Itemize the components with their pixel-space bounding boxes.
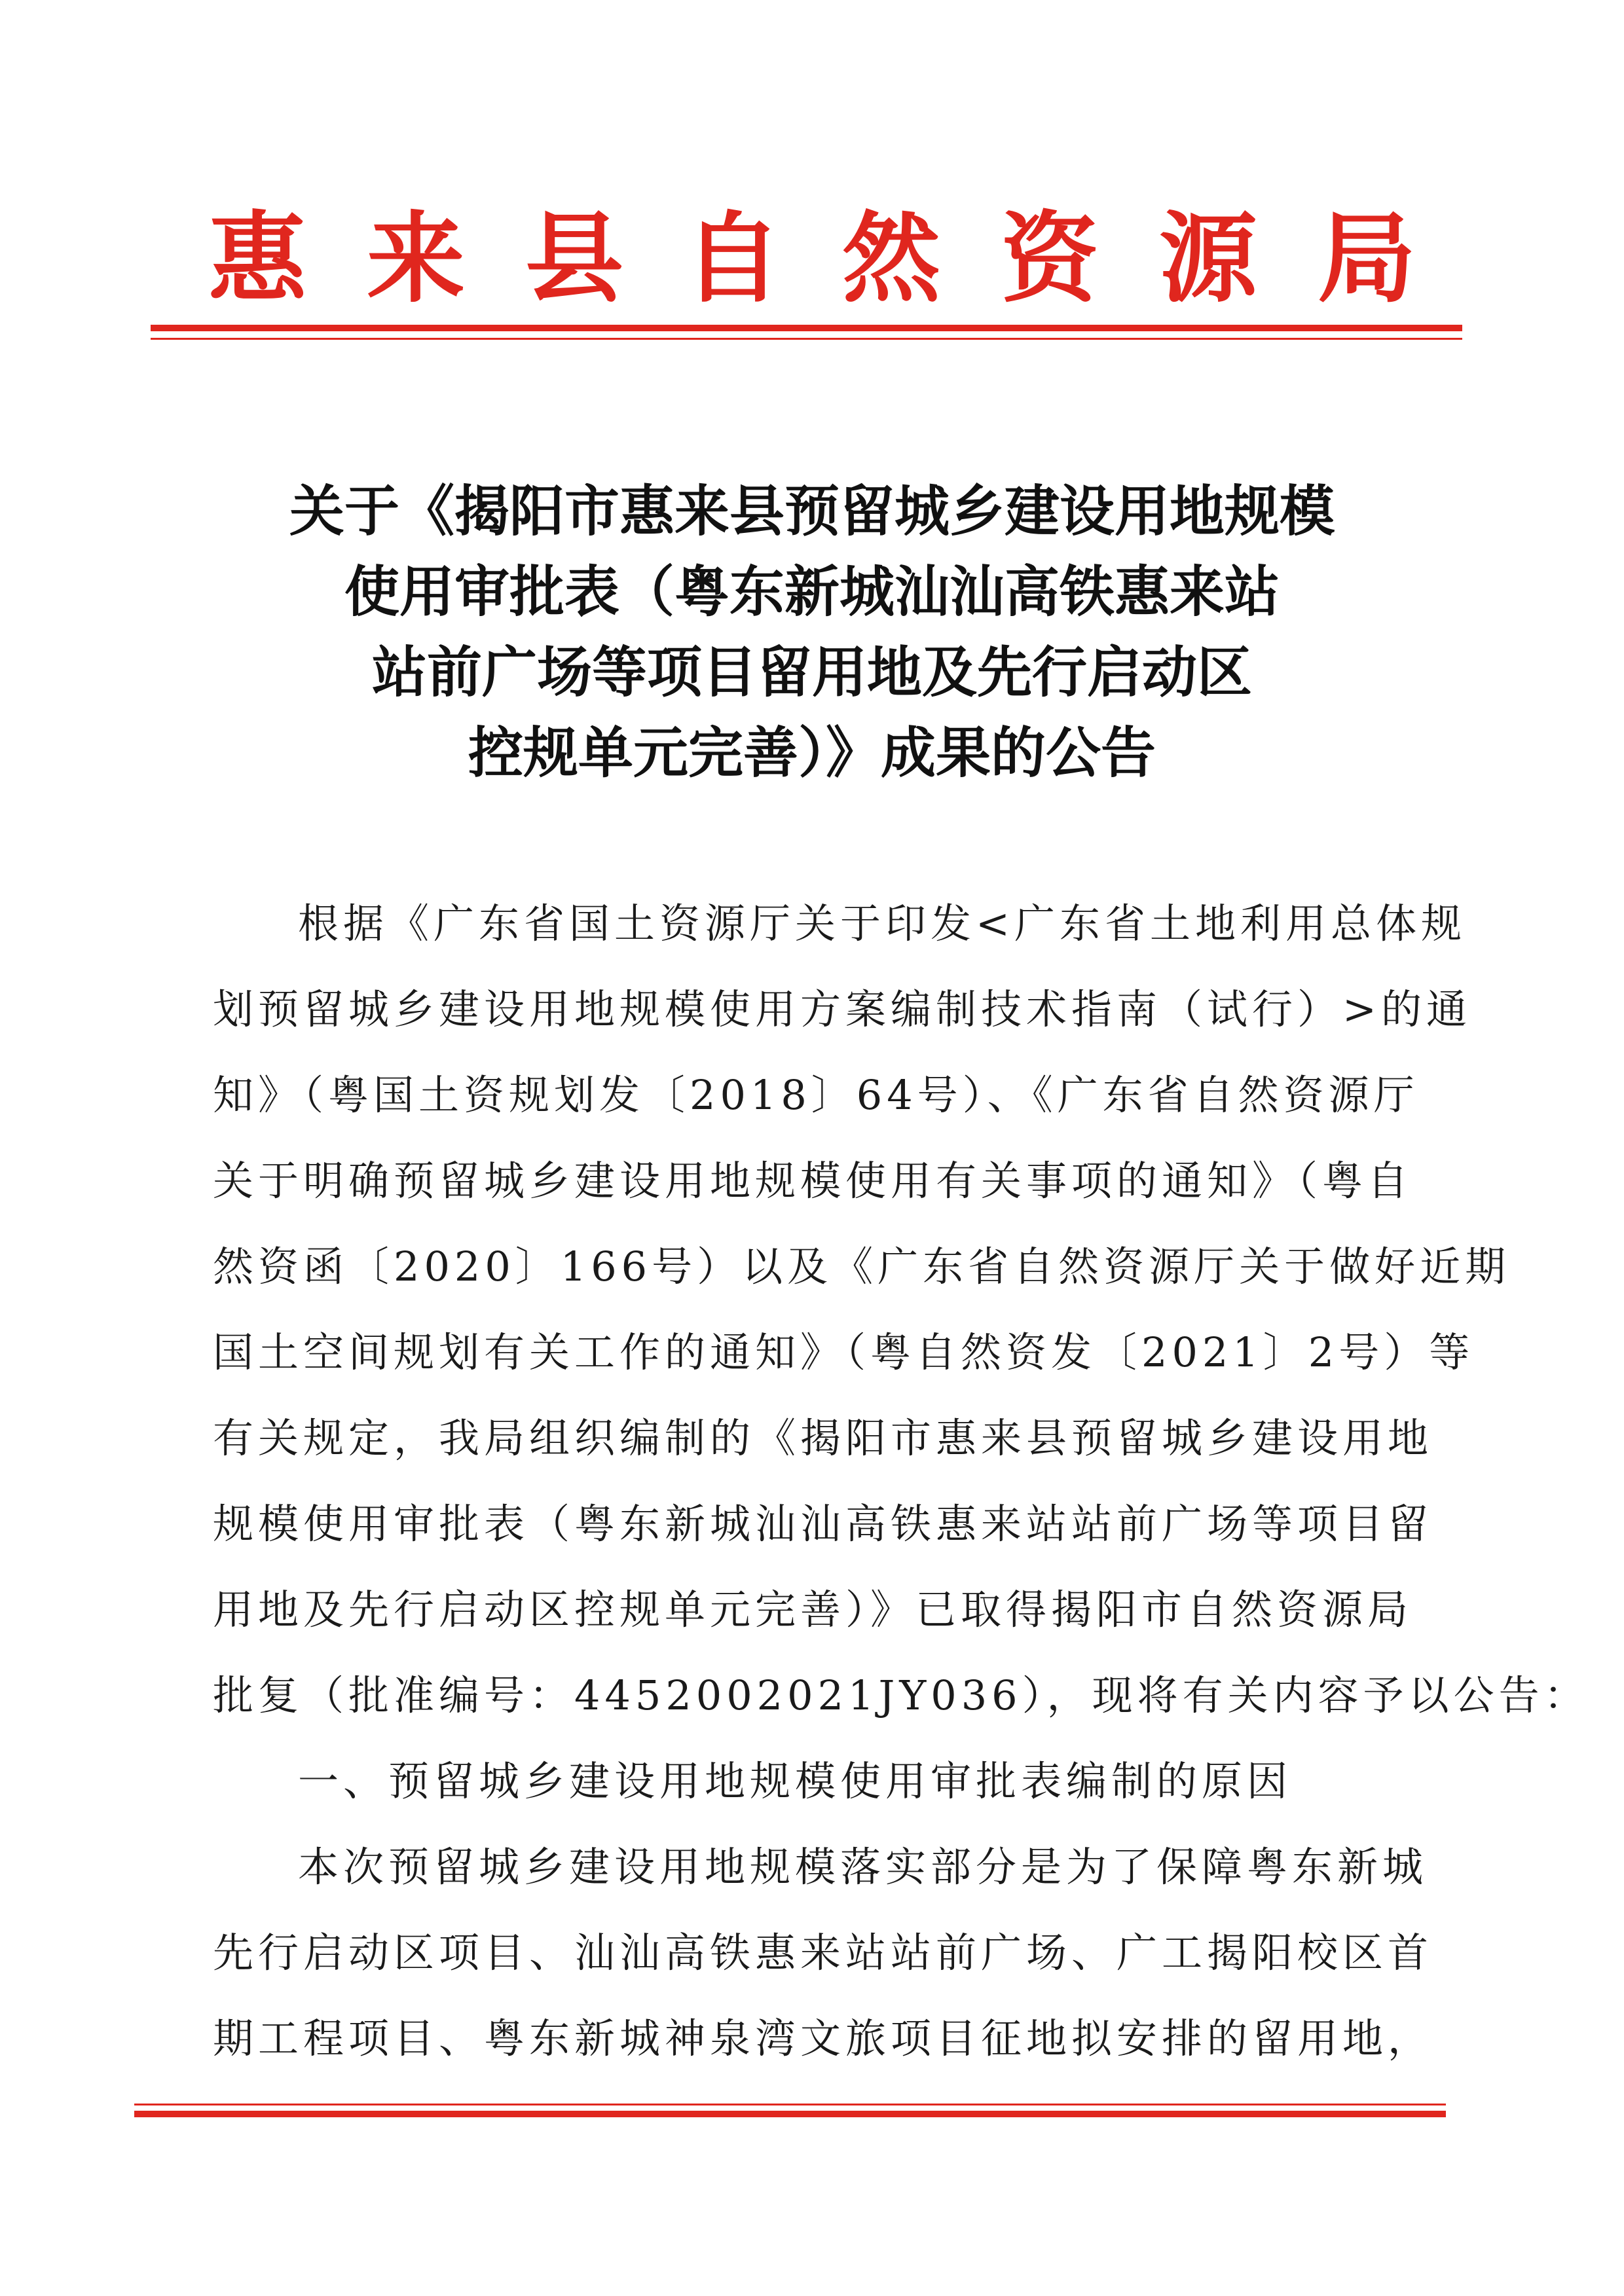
- document-body: [213, 881, 1589, 2081]
- title-line: 关于《揭阳市惠来县预留城乡建设用地规模: [289, 479, 1335, 543]
- body-line: 规模使用审批表（粤东新城汕汕高铁惠来站站前广场等项目留: [213, 1500, 1433, 1548]
- header-divider-thick: [151, 325, 1462, 331]
- footer-divider-thick: [134, 2111, 1446, 2117]
- title-line: 使用审批表（粤东新城汕汕高铁惠来站: [344, 560, 1280, 624]
- body-line: 划预留城乡建设用地规模使用方案编制技术指南（试行）>的通: [213, 985, 1471, 1033]
- body-line: 国土空间规划有关工作的通知》（粤自然资发〔2021〕2号）等: [213, 1328, 1475, 1376]
- body-line: 用地及先行启动区控规单元完善）》已取得揭阳市自然资源局: [213, 1586, 1413, 1633]
- title-line: 站前广场等项目留用地及先行启动区: [371, 640, 1252, 704]
- section-heading: 一、预留城乡建设用地规模使用审批表编制的原因: [298, 1757, 1293, 1805]
- body-line: 本次预留城乡建设用地规模落实部分是为了保障粤东新城: [298, 1843, 1428, 1891]
- title-line: 控规单元完善）》成果的公告: [468, 721, 1156, 785]
- footer-divider-thin: [134, 2104, 1446, 2105]
- body-line: 期工程项目、粤东新城神泉湾文旅项目征地拟安排的留用地，: [213, 2014, 1433, 2062]
- body-line: 批复（批准编号：4452002021JY036），现将有关内容予以公告：: [213, 1671, 1589, 1719]
- body-line: 先行启动区项目、汕汕高铁惠来站站前广场、广工揭阳校区首: [213, 1929, 1433, 1977]
- body-line: 有关规定，我局组织编制的《揭阳市惠来县预留城乡建设用地: [213, 1414, 1433, 1462]
- body-line: 根据《广东省国土资源厅关于印发<广东省土地利用总体规: [298, 900, 1466, 947]
- body-line: 知》（粤国土资规划发〔2018〕64号）、《广东省自然资源厅: [213, 1071, 1419, 1119]
- header-divider-thin: [151, 338, 1462, 340]
- body-line: 关于明确预留城乡建设用地规模使用有关事项的通知》（粤自: [213, 1157, 1413, 1205]
- body-line: 然资函〔2020〕166号）以及《广东省自然资源厅关于做好近期: [213, 1243, 1511, 1290]
- document-title: [0, 471, 1624, 793]
- masthead-org-name: 惠来县自然资源局: [208, 201, 1476, 316]
